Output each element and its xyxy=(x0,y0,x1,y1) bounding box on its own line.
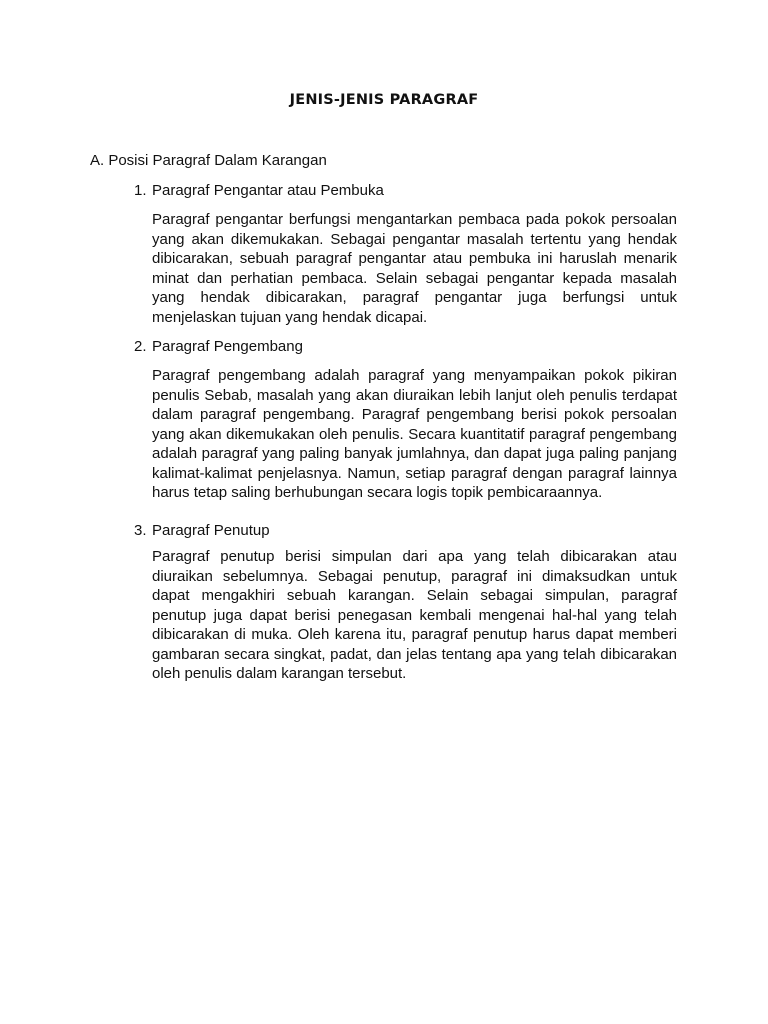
list-item-number: 1. xyxy=(134,182,147,199)
paragraph-pengantar: Paragraf pengantar berfungsi mengantarkan pembaca pada pokok persoalan yang akan dikemukakan. Sebagai pengantar masalah tertentu yang hendak dibicarakan, sebuah paragraf pengantar atau pembuka ini haruslah menarik minat dan perhatian pembaca. Selain sebagai pengantar kepada masalah yang hendak dibicarakan, paragraf pengantar juga berfungsi untuk menjelaskan tujuan yang hendak dicapai. xyxy=(152,211,677,326)
list-item-heading-text: Paragraf Pengantar atau Pembuka xyxy=(152,182,384,199)
section-heading: A. Posisi Paragraf Dalam Karangan xyxy=(90,152,327,169)
paragraph-pengembang: Paragraf pengembang adalah paragraf yang menyampaikan pokok pikiran penulis Sebab, masalah yang akan diuraikan lebih lanjut oleh penulis terdapat dalam paragraf pengembang. Paragraf pengembang berisi pokok persoalan yang akan dikemukakan oleh penulis. Secara kuantitatif paragraf pengembang adalah paragraf yang paling banyak jumlahnya, dan dapat juga paling panjang kalimat-kalimat penjelasnya. Namun, setiap paragraf dengan paragraf lainnya harus tetap saling berhubungan secara logis topik pembicaraannya. xyxy=(152,367,677,501)
list-item-heading-1 xyxy=(134,182,384,199)
list-item-heading-text: Paragraf Penutup xyxy=(152,522,270,539)
list-item-heading-text: Paragraf Pengembang xyxy=(152,338,303,355)
list-item-number: 3. xyxy=(134,522,147,539)
list-item-number: 2. xyxy=(134,338,147,355)
list-item-heading-2 xyxy=(134,338,303,355)
paragraph-penutup: Paragraf penutup berisi simpulan dari apa yang telah dibicarakan atau diuraikan sebelumnya. Sebagai penutup, paragraf ini dimaksudkan untuk dapat mengakhiri sebuah karangan. Selain sebagai simpulan, paragraf penutup juga dapat berisi penegasan kembali mengenai hal-hal yang telah dibicarakan di muka. Oleh karena itu, paragraf penutup harus dapat memberi gambaran secara singkat, padat, dan jelas tentang apa yang telah dibicarakan oleh penulis dalam karangan tersebut. xyxy=(152,548,677,682)
page-title: JENIS-JENIS PARAGRAF xyxy=(289,92,479,108)
list-item-heading-3 xyxy=(134,522,270,539)
